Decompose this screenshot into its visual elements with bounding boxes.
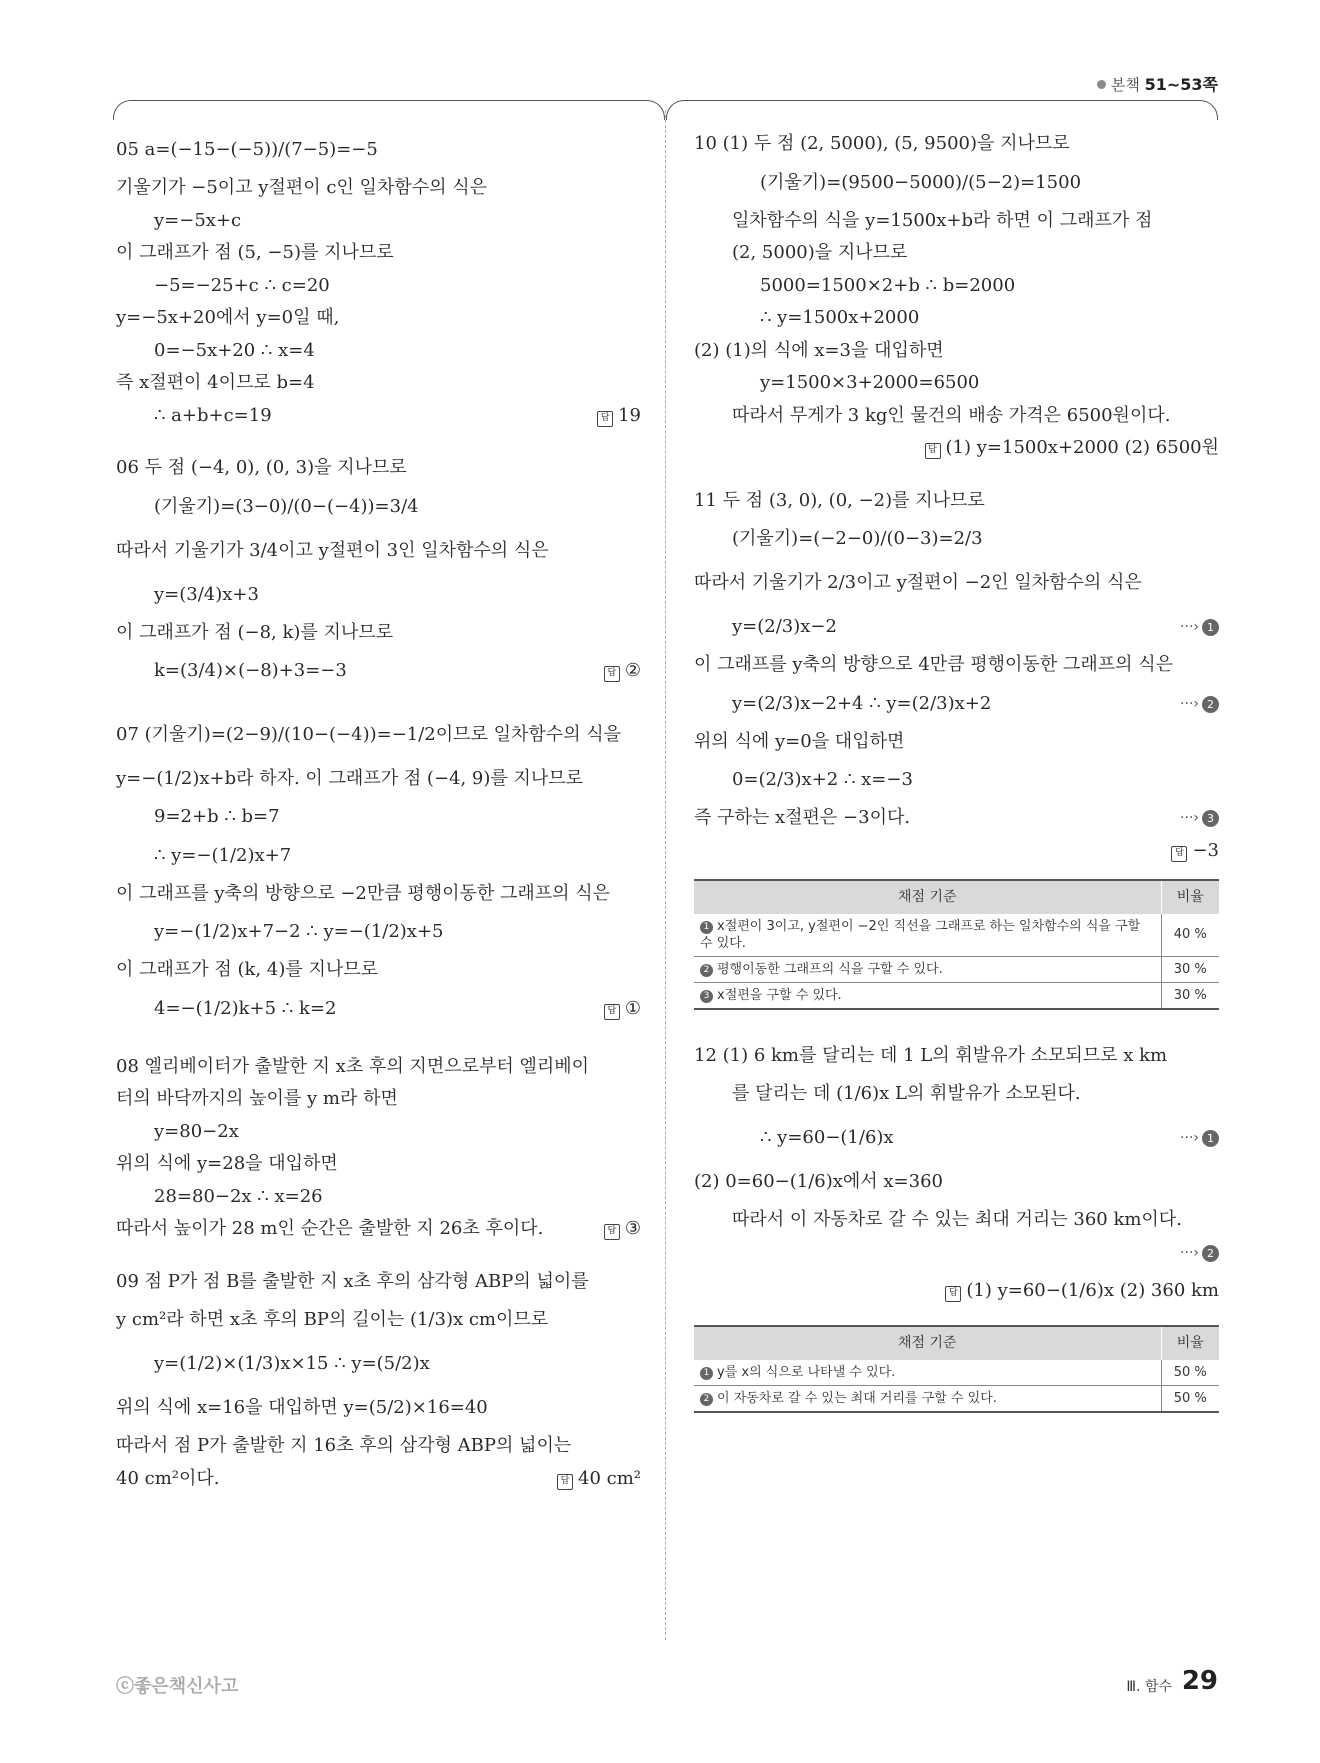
- solution-line: [116, 1083, 641, 1116]
- line-text: 기울기가 −5이고 y절편이 c인 일차함수의 식은: [116, 177, 487, 198]
- line-text: 4=−(1/2)k+5 ∴ k=2: [154, 997, 337, 1019]
- line-text: 5000=1500×2+b ∴ b=2000: [760, 274, 1016, 296]
- solution-line: [694, 726, 1219, 759]
- solution-line: [694, 561, 1219, 605]
- step-number: 1: [1202, 619, 1219, 636]
- solution-line: [116, 954, 641, 987]
- line-text: 이 그래프를 y축의 방향으로 4만큼 평행이동한 그래프의 식은: [694, 654, 1173, 675]
- line-text: 즉 구하는 x절편은 −3이다.: [694, 807, 911, 828]
- criterion-text: x절편을 구할 수 있다.: [717, 987, 842, 1003]
- line-text: 이 그래프가 점 (−8, k)를 지나므로: [116, 621, 394, 643]
- answer-text: (1) y=1500x+2000 (2) 6500원: [945, 437, 1219, 458]
- solution-line: [116, 485, 641, 529]
- criterion-text: 이 자동차로 갈 수 있는 최대 거리를 구할 수 있다.: [717, 1390, 997, 1406]
- answer: [604, 1213, 641, 1246]
- line-text: 11 두 점 (3, 0), (0, −2)를 지나므로: [694, 489, 985, 511]
- solution-line: [116, 649, 641, 693]
- solution-line: [694, 1116, 1219, 1160]
- line-text: 0=−5x+20 ∴ x=4: [154, 339, 315, 361]
- solution-line: [116, 1181, 641, 1214]
- rate-header: 비율: [1161, 880, 1219, 914]
- line-text: 08 엘리베이터가 출발한 지 x초 후의 지면으로부터 엘리베이: [116, 1055, 590, 1077]
- right-column: [694, 128, 1219, 1413]
- problem-05-start: [116, 128, 641, 172]
- solution-line: [116, 910, 641, 954]
- line-text: 위의 식에 y=0을 대입하면: [694, 730, 905, 752]
- problem-12-start: [694, 1040, 1219, 1073]
- solution-line: [694, 1269, 1219, 1313]
- line-text: (기울기)=(−2−0)/(0−3)=2/3: [732, 528, 983, 549]
- answer: [945, 1269, 1219, 1313]
- step-marker: ···› 2: [1180, 1237, 1219, 1270]
- grading-table-12: [694, 1325, 1219, 1413]
- solution-line: [694, 835, 1219, 868]
- solution-line: [116, 878, 641, 911]
- table-row: [694, 982, 1219, 1009]
- step-marker: ···› 3: [1180, 802, 1219, 835]
- line-text: y=(2/3)x−2: [732, 616, 837, 637]
- solution-line: [694, 1160, 1219, 1204]
- line-text: y=(2/3)x−2+4 ∴ y=(2/3)x+2: [732, 692, 992, 714]
- line-text: y=(3/4)x+3: [154, 583, 259, 605]
- answer: [1171, 835, 1219, 868]
- criterion-number: 2: [700, 964, 713, 977]
- line-text: 06 두 점 (−4, 0), (0, 3)을 지나므로: [116, 457, 407, 478]
- line-text: 07 (기울기)=(2−9)/(10−(−4))=−1/2이므로 일차함수의 식을: [116, 724, 622, 745]
- line-text: ∴ a+b+c=19: [154, 404, 272, 426]
- line-text: 따라서 기울기가 2/3이고 y절편이 −2인 일차함수의 식은: [694, 572, 1142, 593]
- answer-text: 40 cm²: [578, 1467, 641, 1489]
- solution-line: [694, 1204, 1219, 1237]
- answer-text: (1) y=60−(1/6)x (2) 360 km: [966, 1280, 1219, 1301]
- answer-text: 19: [618, 404, 641, 426]
- solution-line: [116, 172, 641, 205]
- line-text: 위의 식에 x=16을 대입하면 y=(5/2)×16=40: [116, 1397, 488, 1418]
- solution-line: [116, 237, 641, 270]
- problem-06-start: [116, 452, 641, 485]
- solution-line: [116, 400, 641, 433]
- criterion-number: 1: [700, 921, 713, 934]
- line-text: 09 점 P가 점 B를 출발한 지 x초 후의 삼각형 ABP의 넓이를: [116, 1270, 589, 1292]
- solution-line: [694, 237, 1219, 270]
- rate-cell: 30 %: [1161, 956, 1219, 982]
- line-text: ∴ y=1500x+2000: [760, 307, 920, 328]
- solution-line: [694, 758, 1219, 802]
- step-number: 1: [1202, 1130, 1219, 1147]
- criterion-number: 3: [700, 990, 713, 1003]
- step-marker: ···› 2: [1180, 682, 1219, 726]
- answer: [925, 432, 1219, 465]
- column-divider: [665, 110, 666, 1640]
- solution-line: [694, 682, 1219, 726]
- solution-line: [116, 834, 641, 878]
- solution-line: [116, 1116, 641, 1149]
- line-text: 이 그래프를 y축의 방향으로 −2만큼 평행이동한 그래프의 식은: [116, 882, 611, 904]
- line-text: (2) 0=60−(1/6)x에서 x=360: [694, 1171, 943, 1192]
- line-text: 따라서 이 자동차로 갈 수 있는 최대 거리는 360 km이다.: [732, 1209, 1182, 1230]
- solution-line: [116, 573, 641, 617]
- rate-cell: 50 %: [1161, 1385, 1219, 1412]
- line-text: 이 그래프가 점 (5, −5)를 지나므로: [116, 242, 394, 263]
- step-marker: ···› 1: [1180, 605, 1219, 649]
- answer: [597, 400, 641, 433]
- answer: [557, 1463, 641, 1496]
- line-text: 즉 x절편이 4이므로 b=4: [116, 372, 315, 393]
- solution-line: [694, 605, 1219, 649]
- line-text: y=−5x+c: [154, 209, 242, 231]
- answer-icon: 답: [1171, 846, 1187, 862]
- step-number: 3: [1202, 810, 1219, 827]
- line-text: y=(1/2)×(1/3)x×15 ∴ y=(5/2)x: [154, 1353, 430, 1374]
- line-text: 28=80−2x ∴ x=26: [154, 1185, 323, 1207]
- solution-line: [116, 801, 641, 834]
- answer-icon: 답: [604, 666, 620, 682]
- problem-08-start: [116, 1051, 641, 1084]
- criterion-text: y를 x의 식으로 나타낼 수 있다.: [717, 1364, 896, 1380]
- line-text: y cm²라 하면 x초 후의 BP의 길이는 (1/3)x cm이므로: [116, 1309, 549, 1330]
- solution-line: [116, 1386, 641, 1430]
- line-text: 05 a=(−15−(−5))/(7−5)=−5: [116, 139, 378, 160]
- line-text: 10 (1) 두 점 (2, 5000), (5, 9500)을 지나므로: [694, 133, 1070, 154]
- solution-line: [694, 205, 1219, 238]
- solution-line: [116, 205, 641, 238]
- solution-line: [116, 1463, 641, 1496]
- solution-line: [116, 335, 641, 368]
- section-label: Ⅲ. 함수: [1126, 1679, 1172, 1695]
- solution-line: [694, 302, 1219, 335]
- problem-07-start: [116, 713, 641, 757]
- answer-text: ①: [624, 997, 641, 1019]
- step-number: 2: [1202, 696, 1219, 713]
- line-text: 일차함수의 식을 y=1500x+b라 하면 이 그래프가 점: [732, 209, 1153, 231]
- rate-header: 비율: [1161, 1326, 1219, 1360]
- solution-line: [694, 161, 1219, 205]
- line-text: (2) (1)의 식에 x=3을 대입하면: [694, 339, 944, 361]
- line-text: 따라서 무게가 3 kg인 물건의 배송 가격은 6500원이다.: [732, 404, 1171, 426]
- table-row: [694, 1385, 1219, 1412]
- line-text: (기울기)=(9500−5000)/(5−2)=1500: [760, 171, 1082, 193]
- line-text: 12 (1) 6 km를 달리는 데 1 L의 휘발유가 소모되므로 x km: [694, 1044, 1168, 1066]
- solution-line: [116, 302, 641, 335]
- answer-icon: 답: [604, 1224, 620, 1240]
- solution-line: [694, 400, 1219, 433]
- answer-icon: 답: [597, 411, 613, 427]
- line-text: 따라서 기울기가 3/4이고 y절편이 3인 일차함수의 식은: [116, 539, 549, 561]
- line-text: y=−(1/2)x+7−2 ∴ y=−(1/2)x+5: [154, 921, 444, 942]
- page-number: 29: [1181, 1666, 1218, 1696]
- table-row: [694, 956, 1219, 982]
- table-row: [694, 1360, 1219, 1386]
- criterion-number: 2: [700, 1393, 713, 1406]
- line-text: (2, 5000)을 지나므로: [732, 242, 908, 263]
- solution-line: [694, 649, 1219, 682]
- answer-icon: 답: [604, 1004, 620, 1020]
- line-text: 위의 식에 y=28을 대입하면: [116, 1153, 338, 1174]
- solution-line: [116, 1213, 641, 1246]
- line-text: 따라서 점 P가 출발한 지 16초 후의 삼각형 ABP의 넓이는: [116, 1435, 572, 1456]
- line-text: k=(3/4)×(−8)+3=−3: [154, 660, 347, 681]
- right-column-frame: [666, 100, 1218, 120]
- line-text: 9=2+b ∴ b=7: [154, 806, 280, 827]
- solution-line: [694, 517, 1219, 561]
- step-marker: ···› 1: [1180, 1116, 1219, 1160]
- solution-line: [116, 1430, 641, 1463]
- line-text: y=1500×3+2000=6500: [760, 372, 980, 393]
- solution-line: [694, 1072, 1219, 1116]
- table-row: [694, 914, 1219, 957]
- solution-line: [116, 1298, 641, 1342]
- answer-icon: 답: [925, 443, 941, 459]
- answer-text: ②: [624, 660, 641, 681]
- solution-line: [694, 432, 1219, 465]
- solution-line: [116, 367, 641, 400]
- solution-line: [116, 1342, 641, 1386]
- solution-line: [116, 1148, 641, 1181]
- problem-11-start: [694, 485, 1219, 518]
- line-text: y=−5x+20에서 y=0일 때,: [116, 307, 340, 328]
- solution-line: [116, 757, 641, 801]
- solution-line: [694, 367, 1219, 400]
- line-text: 따라서 높이가 28 m인 순간은 출발한 지 26초 후이다.: [116, 1218, 544, 1239]
- line-text: ∴ y=−(1/2)x+7: [154, 844, 292, 866]
- problem-09-start: [116, 1266, 641, 1299]
- solution-line: [694, 335, 1219, 368]
- solution-line: [694, 802, 1219, 835]
- solution-line: [694, 1237, 1219, 1270]
- line-text: 를 달리는 데 (1/6)x L의 휘발유가 소모된다.: [732, 1083, 1081, 1104]
- solution-line: [694, 270, 1219, 303]
- grading-table-11: [694, 879, 1219, 1010]
- answer: [604, 987, 641, 1031]
- answer-text: ③: [624, 1218, 641, 1239]
- solution-line: [116, 617, 641, 650]
- criterion-text: x절편이 3이고, y절편이 −2인 직선을 그래프로 하는 일차함수의 식을 구할 수 있다.: [700, 918, 1141, 951]
- criteria-header: 채점 기준: [694, 880, 1161, 914]
- solution-line: [116, 987, 641, 1031]
- rate-cell: 50 %: [1161, 1360, 1219, 1386]
- line-text: y=−(1/2)x+b라 하자. 이 그래프가 점 (−4, 9)를 지나므로: [116, 768, 584, 789]
- criteria-header: 채점 기준: [694, 1326, 1161, 1360]
- solution-line: [116, 529, 641, 573]
- rate-cell: 40 %: [1161, 914, 1219, 957]
- answer-icon: 답: [557, 1474, 573, 1490]
- line-text: (기울기)=(3−0)/(0−(−4))=3/4: [154, 495, 419, 517]
- line-text: 0=(2/3)x+2 ∴ x=−3: [732, 769, 913, 790]
- answer-icon: 답: [945, 1286, 961, 1302]
- criterion-number: 1: [700, 1367, 713, 1380]
- step-number: 2: [1202, 1245, 1219, 1262]
- criterion-text: 평행이동한 그래프의 식을 구할 수 있다.: [717, 961, 943, 977]
- page-range-header: 본책 51~53쪽: [1097, 72, 1218, 95]
- line-text: 터의 바닥까지의 높이를 y m라 하면: [116, 1088, 398, 1109]
- answer: [604, 649, 641, 693]
- left-column-frame: [113, 100, 665, 120]
- line-text: ∴ y=60−(1/6)x: [760, 1127, 894, 1148]
- rate-cell: 30 %: [1161, 982, 1219, 1009]
- line-text: 40 cm²이다.: [116, 1467, 220, 1489]
- answer-text: −3: [1192, 839, 1219, 861]
- line-text: 이 그래프가 점 (k, 4)를 지나므로: [116, 959, 379, 980]
- line-text: −5=−25+c ∴ c=20: [154, 274, 330, 296]
- line-text: y=80−2x: [154, 1120, 239, 1142]
- bullet-icon: [1097, 80, 1106, 89]
- problem-10-start: [694, 128, 1219, 161]
- left-column: [116, 128, 641, 1495]
- publisher-logo: ⓒ좋은책신사고: [116, 1676, 239, 1697]
- solution-line: [116, 270, 641, 303]
